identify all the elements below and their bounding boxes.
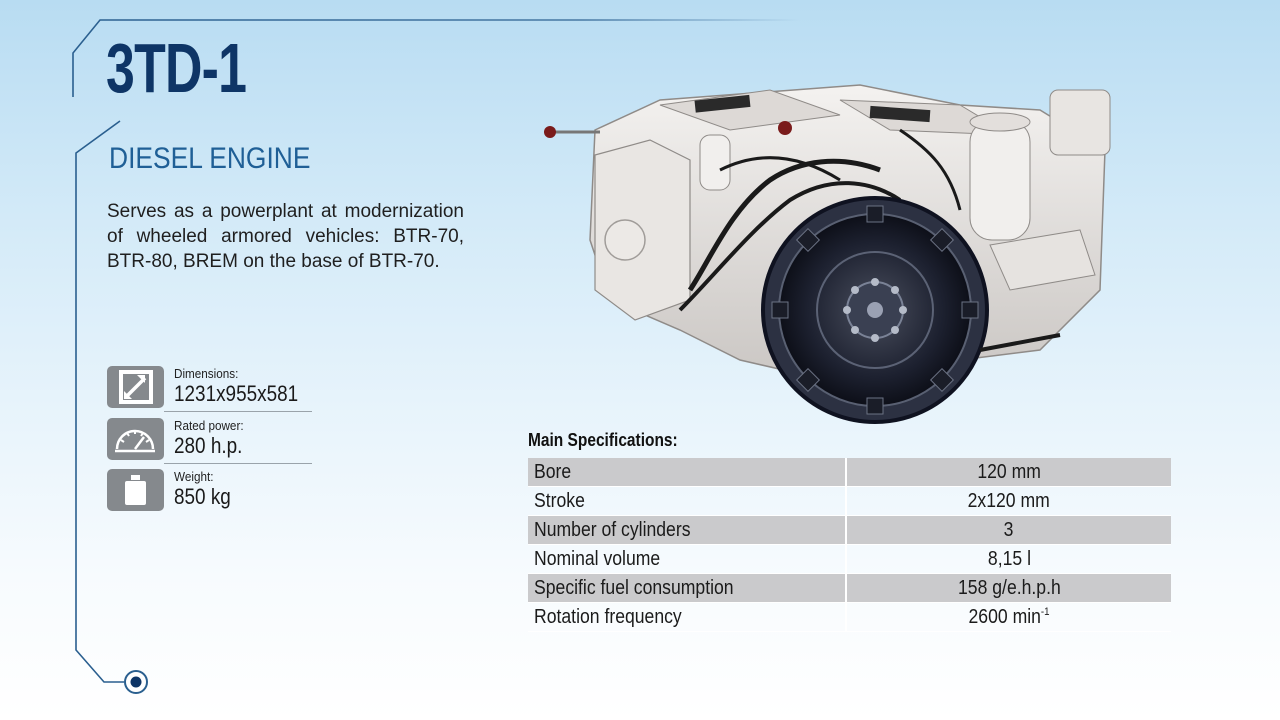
divider bbox=[164, 411, 312, 412]
dimensions-icon bbox=[107, 366, 164, 408]
weight-icon bbox=[107, 469, 164, 511]
spec-name: Specific fuel consumption bbox=[534, 576, 734, 599]
spec-value: 158 g/e.h.p.h bbox=[957, 576, 1061, 599]
table-row bbox=[528, 516, 1171, 545]
spec-name: Number of cylinders bbox=[534, 518, 691, 541]
spec-value: 2600 min bbox=[968, 605, 1041, 628]
spec-name: Nominal volume bbox=[534, 547, 661, 570]
page-title: 3TD-1 bbox=[106, 29, 247, 107]
gauge-icon bbox=[107, 418, 164, 460]
spec-value: 2x120 mm bbox=[967, 489, 1051, 512]
spec-name: Rotation frequency bbox=[534, 605, 682, 628]
frame-node-icon bbox=[125, 671, 147, 693]
spec-value: 120 mm bbox=[977, 460, 1041, 483]
table-row bbox=[528, 574, 1171, 603]
spec-value-wrap bbox=[968, 606, 1049, 629]
table-row bbox=[528, 603, 1171, 632]
spec-value: 280 h.p. bbox=[174, 433, 243, 458]
spec-label: Weight: bbox=[174, 469, 214, 484]
main-specs-title: Main Specifications: bbox=[528, 430, 678, 450]
table-row bbox=[528, 458, 1171, 487]
spec-value: 8,15 l bbox=[987, 547, 1031, 570]
spec-value: 3 bbox=[1004, 518, 1014, 541]
page-subtitle: DIESEL ENGINE bbox=[109, 142, 311, 175]
spec-value-exponent: -1 bbox=[1040, 605, 1050, 618]
spec-name: Stroke bbox=[534, 489, 585, 512]
main-specs-table bbox=[528, 458, 1171, 632]
divider bbox=[164, 463, 312, 464]
description-text: Serves as a powerplant at modernization of wheeled armored vehicles: BTR-70, BTR-80, BREM on the base of BTR-70. bbox=[107, 201, 464, 272]
spec-label: Dimensions: bbox=[174, 366, 239, 381]
spec-label: Rated power: bbox=[174, 418, 244, 433]
table-row bbox=[528, 487, 1171, 516]
table-row bbox=[528, 545, 1171, 574]
spec-value: 1231x955x581 bbox=[174, 381, 299, 406]
engine-image bbox=[540, 60, 1140, 425]
spec-value: 850 kg bbox=[174, 484, 231, 509]
spec-name: Bore bbox=[534, 460, 572, 483]
